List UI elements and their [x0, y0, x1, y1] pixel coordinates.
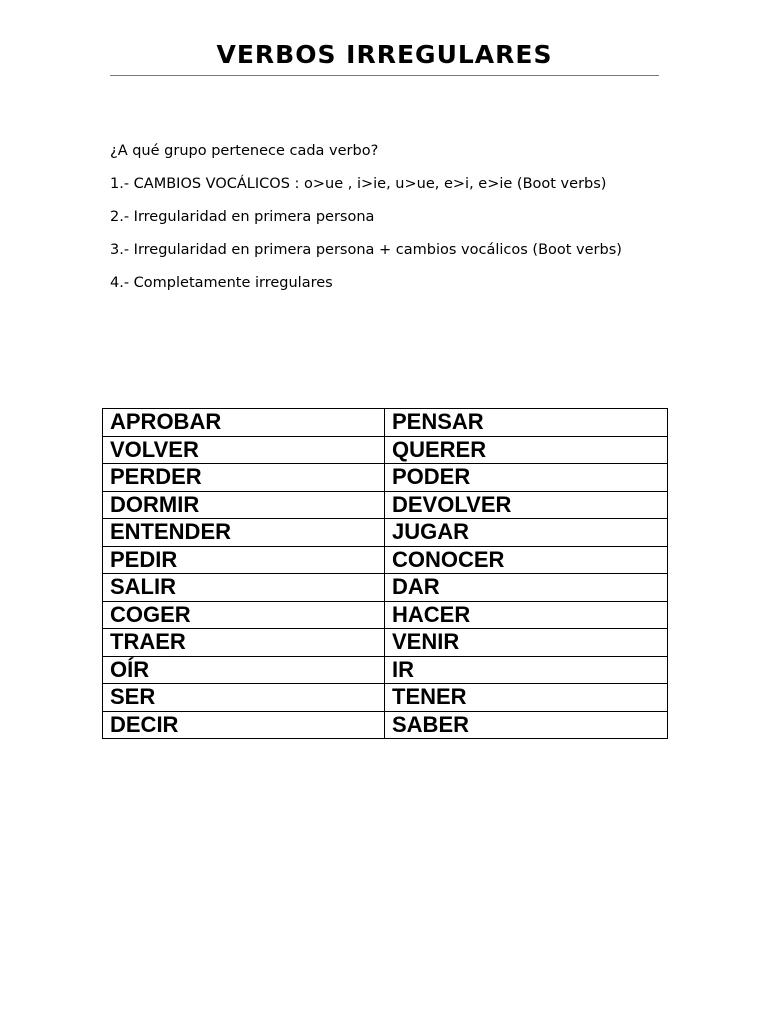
verb-cell: SALIR: [103, 574, 385, 602]
table-row: [103, 519, 668, 547]
verb-cell: QUERER: [385, 436, 668, 464]
verb-cell: COGER: [103, 601, 385, 629]
verb-cell: JUGAR: [385, 519, 668, 547]
group-2-text: 2.- Irregularidad en primera persona: [110, 209, 375, 225]
verb-cell: PENSAR: [385, 409, 668, 437]
verb-table: [102, 408, 668, 739]
table-row: [103, 546, 668, 574]
table-row: [103, 436, 668, 464]
table-row: [103, 711, 668, 739]
table-row: [103, 684, 668, 712]
verb-cell: DEVOLVER: [385, 491, 668, 519]
verb-cell: SER: [103, 684, 385, 712]
verb-cell: PEDIR: [103, 546, 385, 574]
table-row: [103, 629, 668, 657]
page-title: VERBOS IRREGULARES: [216, 40, 553, 69]
verb-cell: VENIR: [385, 629, 668, 657]
title-divider: [110, 75, 659, 76]
table-row: [103, 601, 668, 629]
verb-cell: DAR: [385, 574, 668, 602]
verb-cell: VOLVER: [103, 436, 385, 464]
verb-cell: TENER: [385, 684, 668, 712]
verb-cell: IR: [385, 656, 668, 684]
group-4-text: 4.- Completamente irregulares: [110, 275, 333, 291]
group-1-text: 1.- CAMBIOS VOCÁLICOS : o>ue , i>ie, u>ue, e>i, e>ie (Boot verbs): [110, 176, 607, 192]
verb-cell: OÍR: [103, 656, 385, 684]
table-row: [103, 409, 668, 437]
verb-cell: APROBAR: [103, 409, 385, 437]
verb-cell: ENTENDER: [103, 519, 385, 547]
group-3-text: 3.- Irregularidad en primera persona + cambios vocálicos (Boot verbs): [110, 242, 622, 258]
verb-cell: HACER: [385, 601, 668, 629]
verb-cell: DORMIR: [103, 491, 385, 519]
verb-cell: PERDER: [103, 464, 385, 492]
verb-cell: SABER: [385, 711, 668, 739]
table-row: [103, 656, 668, 684]
verb-cell: PODER: [385, 464, 668, 492]
table-row: [103, 574, 668, 602]
question-text: ¿A qué grupo pertenece cada verbo?: [110, 143, 379, 159]
verb-cell: CONOCER: [385, 546, 668, 574]
instructions: [110, 141, 670, 306]
verb-cell: TRAER: [103, 629, 385, 657]
table-row: [103, 491, 668, 519]
table-row: [103, 464, 668, 492]
verb-cell: DECIR: [103, 711, 385, 739]
